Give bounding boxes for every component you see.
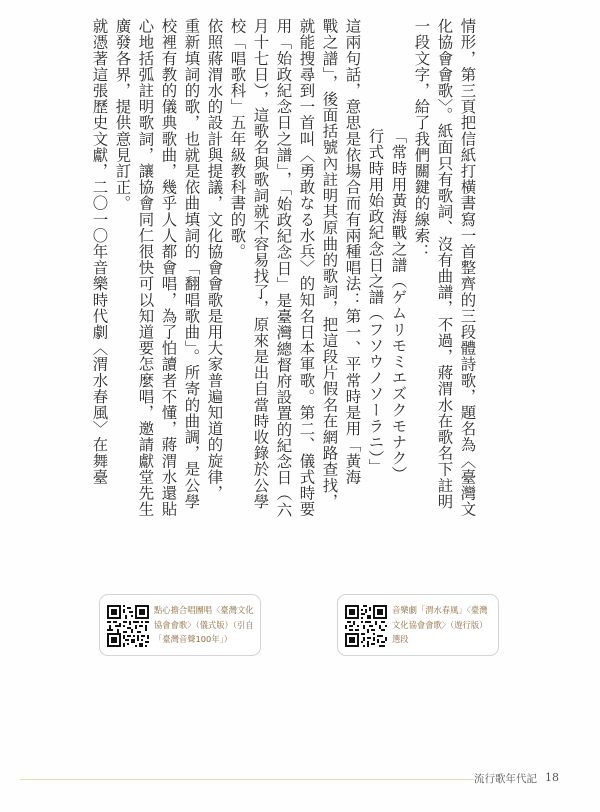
quote-line-1: 「常時用黃海戰之譜（ゲムリモミエズクモナク）	[389, 128, 408, 483]
text-column-7: 戰之譜」，後面括號內註明其原曲的歌詞，把這段片假名在網路查找，	[320, 18, 339, 510]
qr-code-icon[interactable]	[106, 605, 150, 647]
text-column-10: 月十七日），這歌名與歌詞就不容易找了，原來是出自當時收錄於公學	[251, 18, 270, 510]
running-title: 流行歌年代記	[474, 773, 537, 785]
text-column-14: 校裡有教的儀典歌曲，幾乎人人都會唱，為了怕讀者不懂，蔣渭水還貼	[159, 18, 178, 518]
text-column-1: 情形，第三頁把信紙打橫書寫一首整齊的三段體詩歌，題名為〈臺灣文	[458, 18, 477, 518]
text-column-2: 化協會會歌〉。紙面只有歌詞、沒有曲譜，不過，蔣渭水在歌名下註明	[435, 18, 454, 510]
qr-caption-choir: 點心擔合唱團唱〈臺灣文化協會會歌〉（儀式版）（引自「臺灣音聲100年」）	[154, 605, 254, 644]
qr-code-icon[interactable]	[344, 605, 388, 647]
text-column-16: 廣發各界，提供意見訂正。	[113, 18, 132, 212]
page-footer	[0, 769, 600, 799]
qr-caption-musical: 音樂劇「渭水春風」〈臺灣文化協會會歌〉（遊行版）選段	[392, 605, 488, 644]
text-column-13: 重新填詞的歌，也就是依曲填詞的「翻唱歌曲」。所寄的曲調，是公學	[182, 18, 201, 510]
text-column-6: 這兩句話，意思是依場合而有兩種唱法：第一、平常時是用「黃海	[343, 18, 362, 485]
text-column-12: 依照蔣渭水的設計與提議，文化協會會歌是用大家普遍知道的旋律，	[205, 18, 224, 501]
footer-divider	[20, 779, 474, 780]
qr-card-musical[interactable]	[337, 594, 499, 656]
quote-line-2: 行式時用始政紀念日之譜（フソウノソーラニ）」	[366, 128, 385, 475]
text-column-9: 用「始政紀念日之譜」，「始政紀念日」是臺灣總督府設置的紀念日（六	[274, 18, 293, 518]
text-column-3: 一段文字，給了我們關鍵的線索：	[412, 18, 431, 260]
text-column-15: 心地括弧註明歌詞，讓協會同仁很快可以知道要怎麼唱，邀請獻堂先生	[136, 18, 155, 518]
text-column-17: 就憑著這張歷史文獻，二〇一〇年音樂時代劇〈渭水春風〉在舞臺	[90, 18, 109, 485]
qr-card-choir[interactable]	[99, 594, 261, 656]
page-number: 18	[545, 771, 559, 784]
text-column-8: 就能搜尋到一首叫〈勇敢なる水兵〉的知名日本軍歌。第二、儀式時要	[297, 18, 316, 518]
text-column-11: 校「唱歌科」五年級教科書的歌。	[228, 18, 247, 260]
